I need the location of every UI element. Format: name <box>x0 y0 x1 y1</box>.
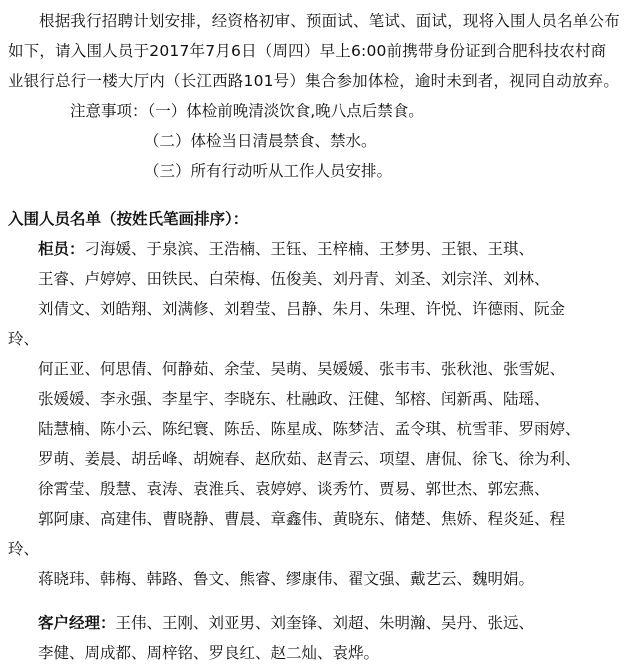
teller-line-3: 刘倩文、刘皓翔、刘满修、刘碧莹、吕静、朱月、朱理、许悦、许德雨、阮金 <box>38 300 566 318</box>
teller-label: 柜员： <box>38 240 85 258</box>
manager-names-1: 王伟、王刚、刘亚男、刘奎锋、刘超、朱明瀚、吴丹、张远、 <box>115 614 535 632</box>
teller-line-4: 玲、 <box>8 330 40 348</box>
section-gap <box>8 594 620 608</box>
teller-line-9: 徐霄莹、殷慧、袁涛、袁淮兵、袁婷婷、谈秀竹、贾易、郭世杰、郭宏燕、 <box>38 480 550 498</box>
teller-names-1: 刁海媛、于泉滨、王浩楠、王钰、王梓楠、王梦男、王银、王琪、 <box>84 240 535 258</box>
teller-line-12: 蒋晓玮、韩梅、韩路、鲁文、熊睿、缪康伟、翟文强、戴艺云、魏明娟。 <box>38 570 535 588</box>
teller-line-2: 王睿、卢婷婷、田铁民、白荣梅、伍俊美、刘丹青、刘圣、刘宗洋、刘林、 <box>38 270 550 288</box>
notes-section <box>8 96 620 186</box>
teller-line-10: 郭阿康、高建伟、曹晓静、曹晨、章鑫伟、黄晓东、储楚、焦娇、程炎延、程 <box>38 510 566 528</box>
teller-line-1 <box>8 234 620 264</box>
note-item-2: （二）体检当日清晨禁食、禁水。 <box>144 132 377 150</box>
teller-line-8: 罗萌、姜晨、胡岳峰、胡婉春、赵欣茹、赵青云、项望、唐侃、徐飞、徐为利、 <box>38 450 581 468</box>
manager-label: 客户经理： <box>38 614 116 632</box>
manager-line-2: 李健、周成都、周梓铭、罗良红、赵二灿、袁烨。 <box>38 644 380 662</box>
teller-line-6: 张媛媛、李永强、李星宇、李晓东、杜融政、汪健、邹榕、闰新禹、陆瑶、 <box>38 390 550 408</box>
teller-line-7: 陆慧楠、陈小云、陈纪寰、陈岳、陈星成、陈梦洁、孟令琪、杭雪菲、罗雨婷、 <box>38 420 581 438</box>
intro-paragraph: 根据我行招聘计划安排，经资格初审、预面试、笔试、面试，现将入围人员名单公布如下，请入围人员于2017年7月6日（周四）早上6:00前携带身份证到合肥科技农村商业银行总行一楼大厅内（长江西路101号）集合参加体检，逾时未到者，视同自动放弃。 <box>8 12 620 90</box>
teller-group <box>8 234 620 594</box>
note-item-1 <box>8 96 620 126</box>
teller-line-5: 何正亚、何思倩、何静茹、余莹、吴萌、吴媛媛、张韦韦、张秋池、张雪妮、 <box>38 360 566 378</box>
teller-line-11: 玲、 <box>8 540 40 558</box>
manager-group <box>8 608 620 668</box>
manager-line-1 <box>8 608 620 638</box>
note-item-1-text: （一）体检前晚清淡饮食,晚八点后禁食。 <box>147 102 424 120</box>
note-item-3: （三）所有行动听从工作人员安排。 <box>144 162 393 180</box>
notes-heading: 注意事项： <box>70 102 148 120</box>
roster-title: 入围人员名单（按姓氏笔画排序）： <box>8 210 249 228</box>
